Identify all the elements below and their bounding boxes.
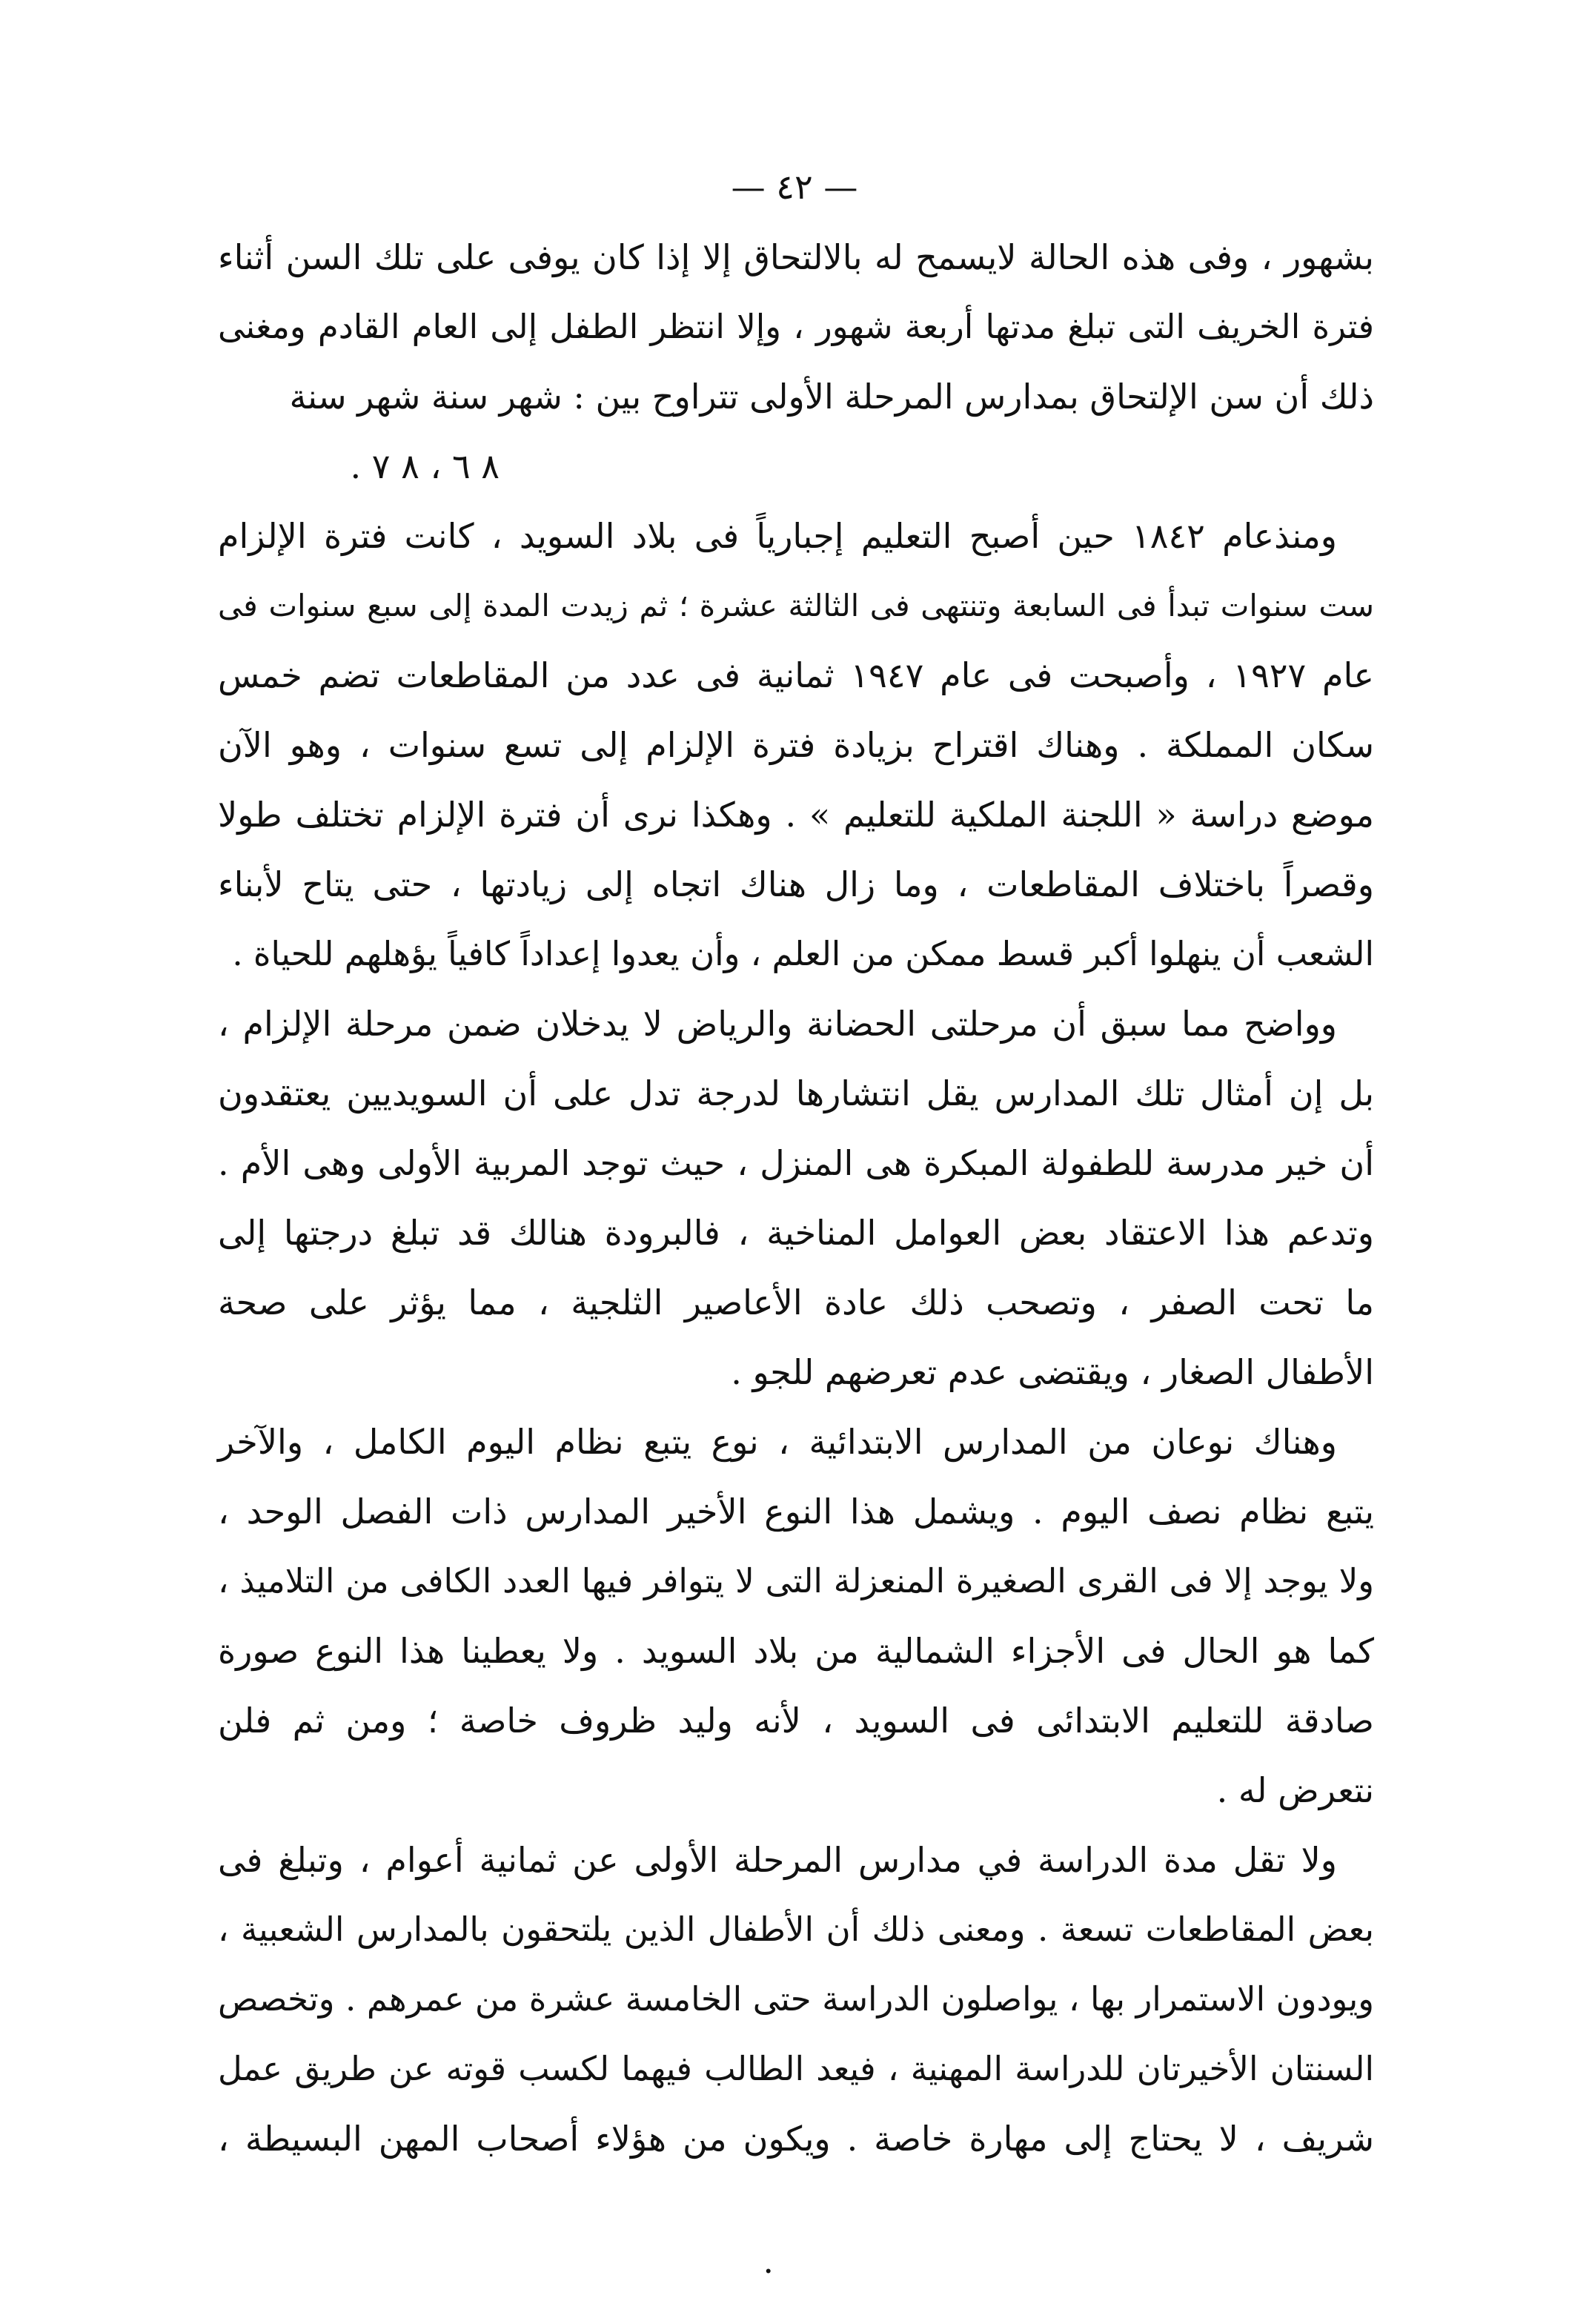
text-line: شريف ، لا يحتاج إلى مهارة خاصة . ويكون من هؤلاء أصحاب المهن البسيطة ، <box>218 2119 1374 2159</box>
text-line-ages: ٨ ٦ ، ٨ ٧ . <box>350 446 500 486</box>
text-line: نتعرض له . <box>1216 1770 1374 1810</box>
text-line: أن خير مدرسة للطفولة المبكرة هى المنزل ، حيث توجد المربية الأولى وهى الأم . <box>218 1143 1374 1183</box>
text-line: وقصراً باختلاف المقاطعات ، وما زال هناك اتجاه إلى زيادتها ، حتى يتاح لأبناء <box>218 864 1374 904</box>
text-line: صادقة للتعليم الابتدائى فى السويد ، لأنه وليد ظروف خاصة ؛ ومن ثم فلن <box>218 1701 1374 1741</box>
text-line: عام ١٩٢٧ ، وأصبحت فى عام ١٩٤٧ ثمانية فى عدد من المقاطعات تضم خمس <box>218 655 1374 695</box>
page-number: — ٤٢ — <box>731 167 858 207</box>
footer-mark: . <box>763 2241 774 2281</box>
text-line: سكان المملكة . وهناك اقتراح بزيادة فترة الإلزام إلى تسع سنوات ، وهو الآن <box>218 725 1374 765</box>
text-line: ست سنوات تبدأ فى السابعة وتنتهى فى الثالثة عشرة ؛ ثم زيدت المدة إلى سبع سنوات فى <box>218 588 1374 623</box>
text-line: ومنذعام ١٨٤٢ حين أصبح التعليم إجبارياً فى بلاد السويد ، كانت فترة الإلزام <box>218 516 1337 556</box>
text-line: بشهور ، وفى هذه الحالة لايسمح له بالالتحاق إلا إذا كان يوفى على تلك السن أثناء <box>218 237 1374 277</box>
text-line: الأطفال الصغار ، ويقتضى عدم تعرضهم للجو . <box>731 1352 1374 1392</box>
paragraph-4 <box>218 1407 1374 1825</box>
text-line: السنتان الأخيرتان للدراسة المهنية ، فيعد الطالب فيهما لكسب قوته عن طريق عمل <box>218 2049 1374 2088</box>
text-line: فترة الخريف التى تبلغ مدتها أربعة شهور ، وإلا انتظر الطفل إلى العام القادم ومغنى <box>218 307 1374 346</box>
text-line: ولا يوجد إلا فى القرى الصغيرة المنعزلة التى لا يتوافر فيها العدد الكافى من التلاميذ ، <box>218 1561 1374 1600</box>
text-line: وهناك نوعان من المدارس الابتدائية ، نوع يتبع نظام اليوم الكامل ، والآخر <box>218 1422 1337 1462</box>
text-line: ذلك أن سن الإلتحاق بمدارس المرحلة الأولى تتراوح بين : شهر سنة شهر سنة <box>289 377 1374 417</box>
paragraph-5 <box>218 1825 1374 2174</box>
text-line: بل إن أمثال تلك المدارس يقل انتشارها لدرجة تدل على أن السويديين يعتقدون <box>218 1073 1374 1113</box>
paragraph-3 <box>218 989 1374 1407</box>
text-line: وتدعم هذا الاعتقاد بعض العوامل المناخية ، فالبرودة هنالك قد تبلغ درجتها إلى <box>218 1213 1374 1253</box>
text-line: ما تحت الصفر ، وتصحب ذلك عادة الأعاصير الثلجية ، مما يؤثر على صحة <box>218 1282 1374 1322</box>
text-line: يتبع نظام نصف اليوم . ويشمل هذا النوع الأخير المدارس ذات الفصل الوحد ، <box>218 1492 1374 1532</box>
text-line: موضع دراسة « اللجنة الملكية للتعليم » . وهكذا نرى أن فترة الإلزام تختلف طولا <box>218 795 1374 835</box>
text-line: بعض المقاطعات تسعة . ومعنى ذلك أن الأطفال الذين يلتحقون بالمدارس الشعبية ، <box>218 1910 1374 1949</box>
text-line: ولا تقل مدة الدراسة في مدارس المرحلة الأولى عن ثمانية أعوام ، وتبلغ فى <box>218 1840 1337 1880</box>
text-line: كما هو الحال فى الأجزاء الشمالية من بلاد السويد . ولا يعطينا هذا النوع صورة <box>218 1631 1374 1671</box>
text-line: وواضح مما سبق أن مرحلتى الحضانة والرياض لا يدخلان ضمن مرحلة الإلزام ، <box>218 1004 1337 1044</box>
text-line: ويودون الاستمرار بها ، يواصلون الدراسة حتى الخامسة عشرة من عمرهم . وتخصص <box>218 1979 1374 2019</box>
paragraph-1 <box>218 222 1374 501</box>
text-line: الشعب أن ينهلوا أكبر قسط ممكن من العلم ، وأن يعدوا إعداداً كافياً يؤهلهم للحياة . <box>232 934 1374 973</box>
body-text <box>218 222 1374 2174</box>
paragraph-2 <box>218 501 1374 989</box>
